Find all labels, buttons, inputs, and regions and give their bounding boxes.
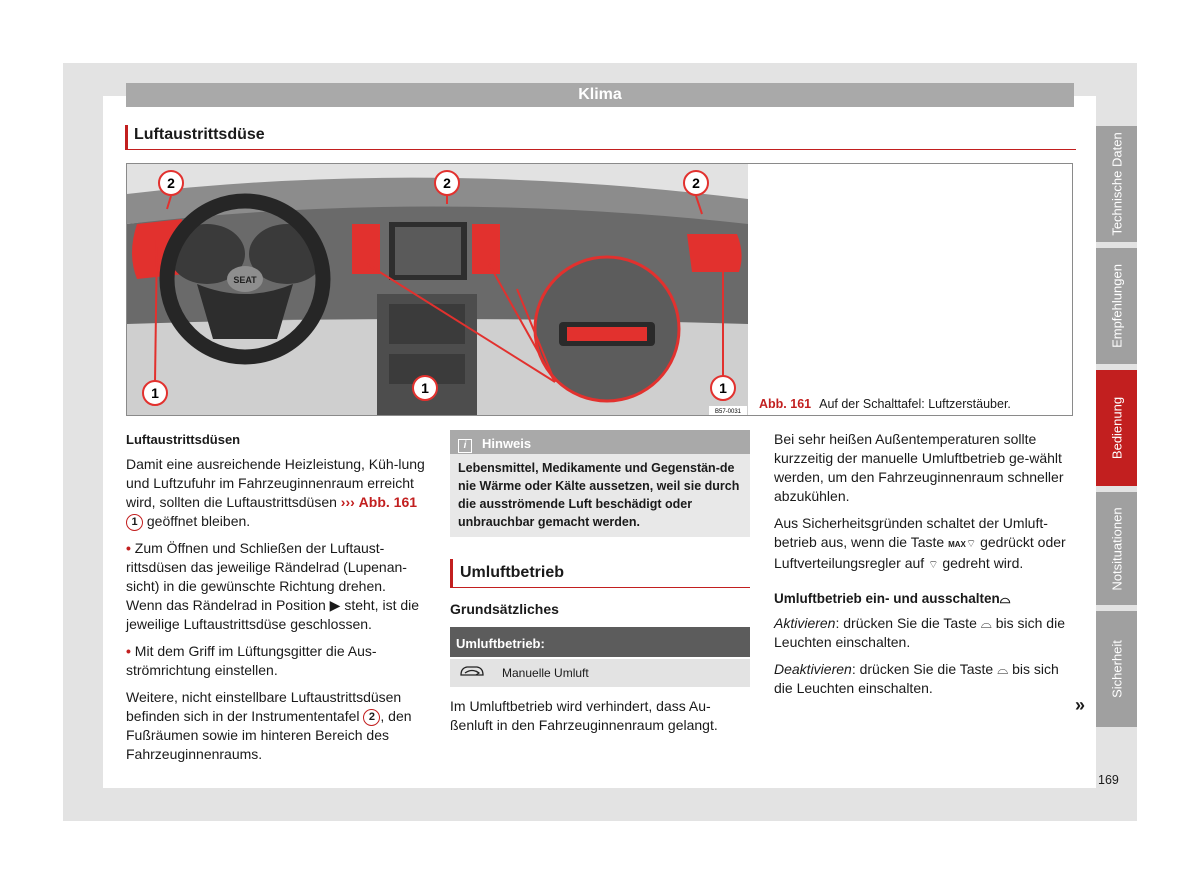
tab-notsituationen-label: Notsituationen	[1109, 506, 1124, 591]
col3-para-2	[774, 514, 1074, 575]
tab-bedienung[interactable]	[1096, 370, 1137, 486]
tab-bedienung-label: Bedienung	[1109, 396, 1124, 460]
callout-1-center	[413, 376, 437, 400]
col1-para-2	[126, 688, 426, 764]
recirculation-button-icon: ⌓	[997, 661, 1009, 677]
callout-ref-1: 1	[126, 514, 143, 531]
tab-sicherheit[interactable]	[1096, 611, 1137, 727]
activate-text: : drücken Sie die Taste	[835, 615, 977, 631]
activate-label: Aktivieren	[774, 615, 836, 631]
col2-subheading: Grundsätzliches	[450, 601, 559, 617]
figure-caption-text: Auf der Schalttafel: Luftzerstäuber.	[819, 397, 1011, 411]
col1-bullet-2-text: Mit dem Griff im Lüftungsgitter die Aus-strömrichtung einstellen.	[126, 643, 377, 678]
col1-para-2-end: , den Fußräumen sowie im hinteren Bereich des Fahrzeuginnenraums.	[126, 708, 412, 762]
recirculation-icon: ⌓	[999, 591, 1011, 606]
col1-bullet-2	[126, 642, 426, 680]
column-2	[450, 430, 750, 743]
col1-para-1-text: Damit eine ausreichende Heizleistung, Küh-lung und Luftzufuhr im Fahrzeuginnenraum erreicht wird, sollten die Luftaustrittsdüsen	[126, 456, 425, 510]
callout-2-right-label: 2	[692, 175, 700, 191]
hint-text: Lebensmittel, Medikamente und Gegenstän-de nie Wärme oder Kälte aussetzen, weil sie durch die ausströmende Luft beschädigt oder unbrauchbar gemacht werden.	[458, 461, 740, 529]
table-row-label: Manuelle Umluft	[502, 665, 589, 680]
col1-para-1	[126, 455, 426, 531]
col3-para-2-mid: gedrückt oder Luftverteilungsregler auf	[774, 534, 1066, 571]
section-title-text: Luftaustrittsdüse	[134, 126, 265, 143]
column-3	[774, 430, 1074, 706]
tab-technische-daten[interactable]	[1096, 126, 1137, 242]
closed-position-icon: ▶	[329, 597, 341, 613]
col3-heading	[774, 589, 1074, 608]
column-1	[126, 430, 426, 772]
section-title	[125, 125, 1076, 150]
windshield-icon: ⌔	[965, 538, 977, 550]
tab-notsituationen[interactable]	[1096, 492, 1137, 605]
recirculation-icon	[450, 664, 494, 683]
figure-caption	[759, 397, 1011, 411]
col2-para: Im Umluftbetrieb wird verhindert, dass Au-ßenluft in den Fahrzeuginnenraum gelangt.	[450, 698, 718, 733]
section-umluftbetrieb-title: Umluftbetrieb	[460, 564, 564, 581]
callout-1-right	[711, 376, 735, 400]
section-umluftbetrieb	[450, 559, 750, 588]
callout-1-right-label: 1	[719, 380, 727, 396]
callout-ref-2: 2	[363, 709, 380, 726]
info-icon: i	[458, 439, 472, 453]
windshield-defrost-icon: ⌔	[928, 559, 939, 571]
tab-sicherheit-label: Sicherheit	[1109, 640, 1124, 698]
callout-1-center-label: 1	[421, 380, 429, 396]
callout-2-right	[684, 171, 708, 195]
brand-badge: SEAT	[233, 275, 257, 285]
continue-marker: »	[1075, 695, 1086, 715]
col3-para-2-end: gedreht wird.	[942, 555, 1024, 571]
recirculation-button-icon: ⌓	[980, 615, 992, 631]
col3-heading-text: Umluftbetrieb ein- und ausschalten	[774, 591, 1000, 606]
chapter-header: Klima	[126, 83, 1074, 107]
deactivate-label: Deaktivieren	[774, 661, 852, 677]
tab-technische-daten-label: Technische Daten	[1109, 132, 1124, 236]
col1-para-2-text: Weitere, nicht einstellbare Luftaustrittsdüsen befinden sich in der Instrumententafel	[126, 689, 402, 724]
deactivate-instruction	[774, 660, 1074, 698]
col3-para-2-text: Aus Sicherheitsgründen schaltet der Umluft-betrieb aus, wenn die Taste	[774, 515, 1048, 550]
tab-empfehlungen[interactable]	[1096, 248, 1137, 364]
col1-bullet-1-text: Zum Öffnen und Schließen der Luftaust-rittsdüsen das jeweilige Rändelrad (Lupenan-sicht) in die gewünschte Richtung drehen. Wenn das Rändelrad in Position	[126, 540, 407, 613]
hint-header	[450, 430, 750, 454]
page-number: 169	[1098, 773, 1119, 787]
hint-box	[450, 430, 750, 537]
col3-para-1: Bei sehr heißen Außentemperaturen sollte kurzzeitig der manuelle Umluftbetrieb ge-wählt werden, um den Fahrzeuginnenraum schneller abzukühlen.	[774, 431, 1064, 504]
figure-code: B57-0031	[714, 409, 742, 415]
cross-ref-link[interactable]: Abb. 161	[358, 494, 418, 510]
max-defrost-icon: MAX	[948, 540, 966, 549]
deactivate-text: : drücken Sie die Taste	[851, 661, 994, 677]
table-row	[450, 657, 750, 687]
hint-title: Hinweis	[482, 436, 532, 451]
col1-bullet-1-end: steht, ist die jeweilige Luftaustrittsdüse geschlossen.	[126, 597, 420, 632]
callout-1-left	[143, 381, 167, 405]
callout-2-left	[159, 171, 183, 195]
table-header: Umluftbetrieb:	[450, 627, 750, 657]
callout-2-center-label: 2	[443, 175, 451, 191]
deactivate-end: bis sich die Leuchten einschalten.	[774, 661, 1059, 696]
callout-2-left-label: 2	[167, 175, 175, 191]
cross-ref-arrow: ›››	[340, 494, 355, 510]
activate-end: bis sich die Leuchten einschalten.	[774, 615, 1065, 650]
col1-heading: Luftaustrittsdüsen	[126, 432, 241, 447]
col1-para-1-end: geöffnet bleiben.	[146, 513, 251, 529]
figure-ref[interactable]: Abb. 161	[759, 397, 812, 411]
callout-2-center	[435, 171, 459, 195]
tab-empfehlungen-label: Empfehlungen	[1109, 264, 1124, 348]
dashboard-illustration	[127, 164, 748, 415]
activate-instruction	[774, 614, 1074, 652]
col1-bullet-1	[126, 539, 426, 634]
callout-1-left-label: 1	[151, 385, 159, 401]
